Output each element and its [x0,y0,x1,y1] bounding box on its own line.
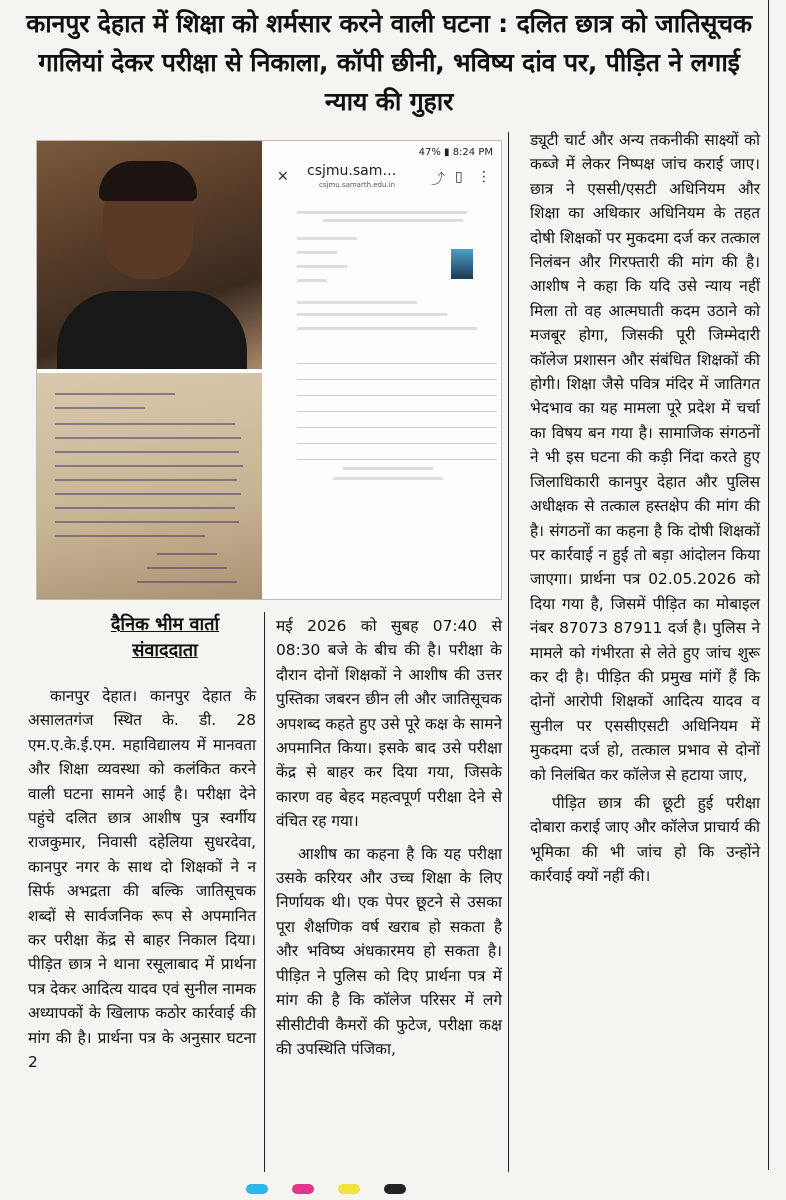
byline-role: संवाददाता [132,640,198,661]
handwritten-letter-photo [37,373,262,599]
registration-dot [292,1184,314,1194]
phone-domain: csjmu.samarth.edu.in [319,181,396,189]
column-rule [508,132,509,1172]
column-rule [264,612,265,1172]
admit-card-photo [451,249,473,279]
student-photo [37,141,262,369]
bookmark-icon: ▯ [455,169,463,185]
share-icon: ⤴ [431,172,445,188]
byline [80,612,250,664]
headline: कानपुर देहात में शिक्षा को शर्मसार करने वाली घटना : दलित छात्र को जातिसूचक गालियां देकर परीक्षा से निकाला, कॉपी छीनी, भविष्य दांव पर, पीड़ित ने लगाई न्याय की गुहार [26,9,752,116]
close-icon: ✕ [277,169,289,185]
phone-url: csjmu.sam… [307,163,397,179]
page-edge-rule [768,0,769,1170]
article-column-1 [28,684,256,1075]
registration-dot [384,1184,406,1194]
phone-screenshot [263,141,501,599]
news-photo-collage [36,140,502,600]
article-column-3 [530,128,760,889]
registration-dot [338,1184,360,1194]
photo-hair [99,161,197,201]
paragraph: मई 2026 को सुबह 07:40 से 08:30 बजे के बीच की है। परीक्षा के दौरान दोनों शिक्षकों ने आशीष की उत्तर पुस्तिका जबरन छीन ली और जातिसूचक अपशब्द कहते हुए उसे पूरे कक्ष के सामने अपमानित किया। इसके बाद उसे परीक्षा केंद्र से बाहर कर दिया गया, जिसके कारण वह बेहद महत्वपूर्ण परीक्षा देने से वंचित रह गया। [276,617,502,831]
article-column-2 [276,614,502,1061]
paragraph: कानपुर देहात। कानपुर देहात के असालतगंज स्थित के. डी. 28 एम.ए.के.ई.एम. महाविद्यालय में मानवता और शिक्षा व्यवस्था को कलंकित करने वाली घटना सामने आई है। परीक्षा देने पहुंचे दलित छात्र आशीष पुत्र स्वर्गीय राजकुमार, निवासी दहेलिया सुधरदेवा, कानपुर नगर के साथ दो शिक्षकों ने न सिर्फ अभद्रता की बल्कि जातिसूचक शब्दों से सार्वजनिक रूप से अपमानित कर परीक्षा केंद्र से बाहर निकाल दिया। पीड़ित छात्र ने थाना रसूलाबाद में प्रार्थना पत्र देकर आदित्य यादव एवं सुनील नामक अध्यापकों के खिलाफ कठोर कार्रवाई की मांग की है। प्रार्थना पत्र के अनुसार घटना 2 [28,687,256,1072]
byline-paper: दैनिक भीम वार्ता [110,614,220,635]
paragraph: पीड़ित छात्र की छूटी हुई परीक्षा दोबारा कराई जाए और कॉलेज प्राचार्य की भूमिका की भी जांच हो कि उन्होंने कार्रवाई क्यों नहीं की। [530,793,760,886]
photo-shirt [57,291,247,369]
paragraph: आशीष का कहना है कि यह परीक्षा उसके करियर और उच्च शिक्षा के लिए निर्णायक थी। एक पेपर छूटने से उसका पूरा शैक्षणिक वर्ष खराब हो सकता है और भविष्य अंधकारमय हो सकता है। पीड़ित ने पुलिस को दिए प्रार्थना पत्र में मांग की है कि कॉलेज परिसर में लगे सीसीटीवी कैमरों की फुटेज, परीक्षा कक्ष की उपस्थिति पंजिका, [276,844,502,1058]
more-icon: ⋮ [477,169,491,185]
paragraph: ड्यूटी चार्ट और अन्य तकनीकी साक्ष्यों को कब्जे में लेकर निष्पक्ष जांच कराई जाए। छात्र ने एससी/एसटी अधिनियम और शिक्षा का अधिकार अधिनियम के तहत दोषी शिक्षकों पर मुकदमा दर्ज कर तत्काल निलंबन और गिरफ्तारी की मांग की है। आशीष ने कहा कि यदि उसे न्याय नहीं मिला तो वह आत्मघाती कदम उठाने को मजबूर होगा, जिसकी पूरी जिम्मेदारी कॉलेज प्रशासन और संबंधित शिक्षकों की होगी। शिक्षा जैसे पवित्र मंदिर में जातिगत भेदभाव का यह मामला पूरे प्रदेश में चर्चा का विषय बन गया है। सामाजिक संगठनों ने भी इस घटना की कड़ी निंदा करते हुए जिलाधिकारी कानपुर देहात और पुलिस अधीक्षक से तत्काल हस्तक्षेप की मांग की है। संगठनों का कहना है कि दोषी शिक्षकों पर कार्रवाई न हुई तो बड़ा आंदोलन किया जाएगा। प्रार्थना पत्र 02.05.2026 को दिया गया है, जिसमें पीड़ित का मोबाइल नंबर 87073 87911 दर्ज है। पुलिस ने मामले को गंभीरता से लेते हुए जांच शुरू कर दी है। पीड़ित की प्रमुख मांगें हैं कि दोनों आरोपी शिक्षकों आदित्य यादव व सुनील पर एससीएसटी अधिनियम में मुकदमा दर्ज हो, तत्काल प्रभाव से दोनों को निलंबित कर कॉलेज से हटाया जाए, [530,131,760,784]
phone-status-bar: 47% ▮ 8:24 PM [418,147,493,158]
registration-dot [246,1184,268,1194]
